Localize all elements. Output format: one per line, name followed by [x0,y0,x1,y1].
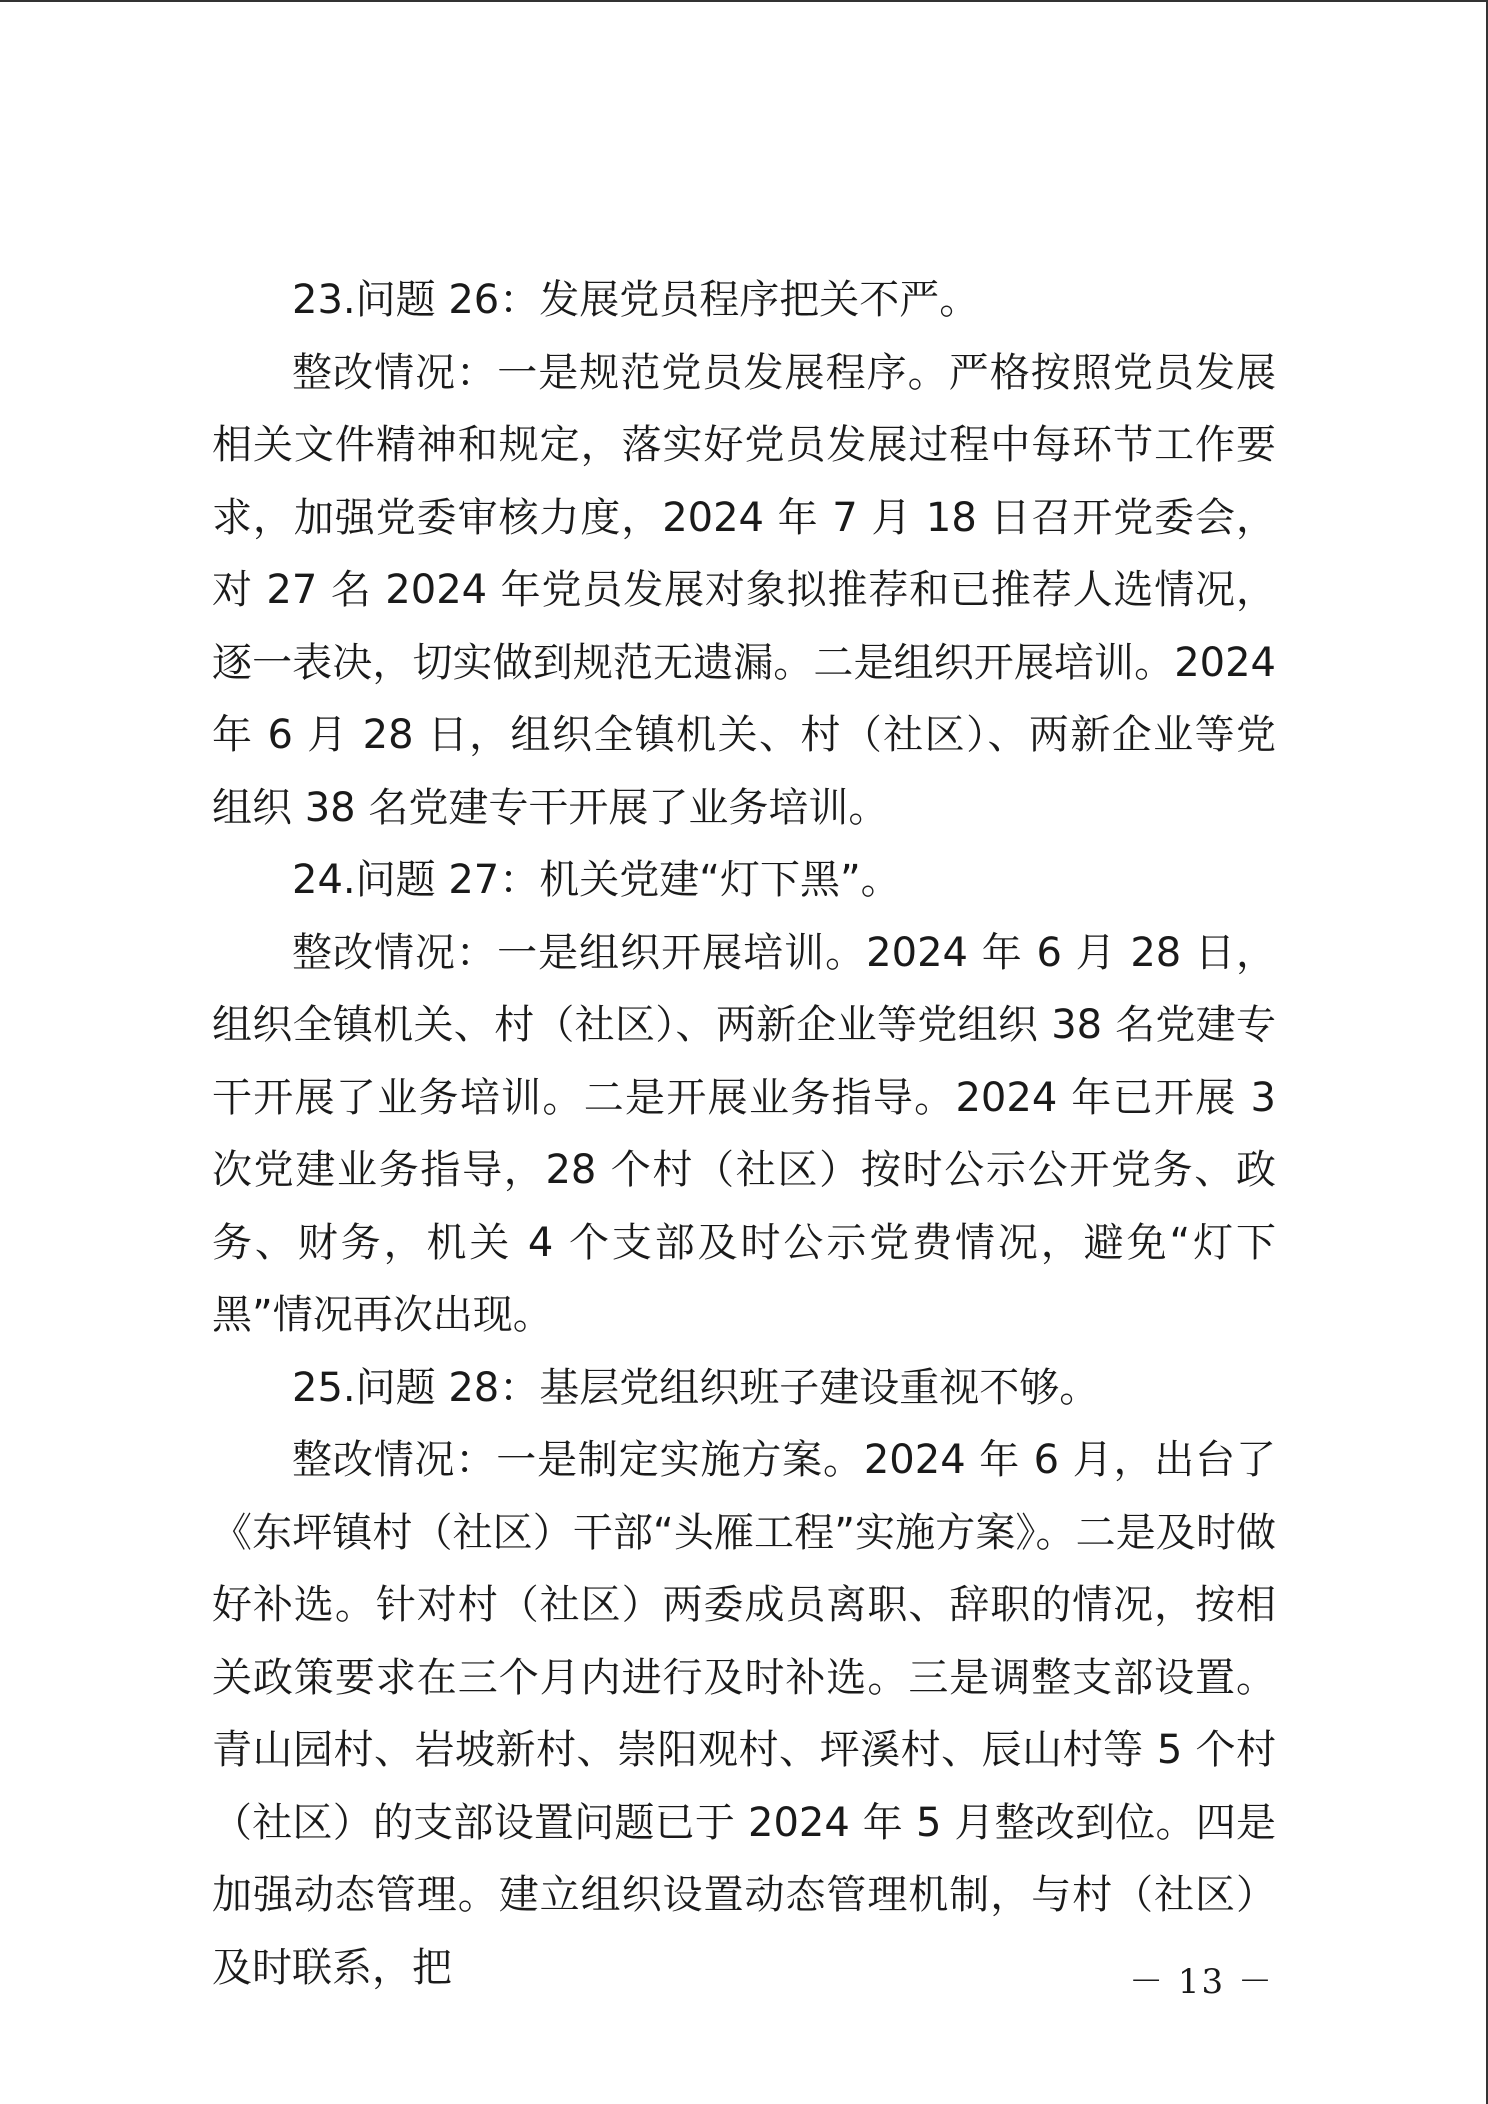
rectification-paragraph-26: 整改情况：一是规范党员发展程序。严格按照党员发展相关文件精神和规定，落实好党员发展过程中每环节工作要求，加强党委审核力度，2024 年 7 月 18 日召开党委会，对 27 名 2024 年党员发展对象拟推荐和已推荐人选情况，逐一表决，切实做到规范无遗漏。二是组织开展培训。2024 年 6 月 28 日，组织全镇机关、村（社区）、两新企业等党组织 38 名党建专干开展了业务培训。 [212,349,1276,831]
rectification-paragraph-27: 整改情况：一是组织开展培训。2024 年 6 月 28 日，组织全镇机关、村（社区）、两新企业等党组织 38 名党建专干开展了业务培训。二是开展业务指导。2024 年已开展 3 次党建业务指导，28 个村（社区）按时公示公开党务、政务、财务，机关 4 个支部及时公示党费情况，避免“灯下黑”情况再次出现。 [212,929,1276,1338]
page-number: － 13 － [1129,1962,1274,2002]
rectification-paragraph-28: 整改情况：一是制定实施方案。2024 年 6 月，出台了《东坪镇村（社区）干部“头雁工程”实施方案》。二是及时做好补选。针对村（社区）两委成员离职、辞职的情况，按相关政策要求在三个月内进行及时补选。三是调整支部设置。青山园村、岩坡新村、崇阳观村、坪溪村、辰山村等 5 个村（社区）的支部设置问题已于 2024 年 5 月整改到位。四是加强动态管理。建立组织设置动态管理机制，与村（社区）及时联系，把 [212,1437,1276,1991]
issue-heading-26: 23.问题 26：发展党员程序把关不严。 [292,277,980,323]
issue-heading-28: 25.问题 28：基层党组织班子建设重视不够。 [292,1364,1100,1411]
issue-heading-27: 24.问题 27：机关党建“灯下黑”。 [292,857,901,903]
document-body [212,264,1276,2004]
